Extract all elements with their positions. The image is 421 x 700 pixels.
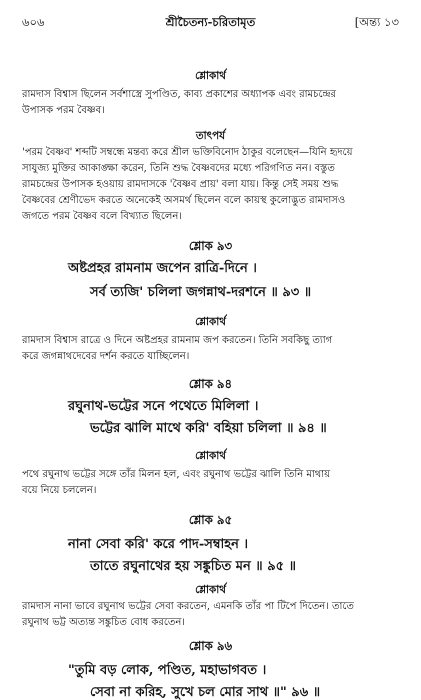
section-heading: শ্লোকার্থ [195,583,226,596]
verse-line: ভট্টের ঝালি মাথে করি' বহিয়া চলিলা ॥ ৯৪ ॥ [90,421,327,436]
verse-line: সেবা না করিহ, সুখে চল মোর সাথ ॥" ৯৬ ॥ [90,685,321,700]
body-text-line: বৈষ্ণবের শ্রেণীভেদ করতে অনেকেই অসমর্থ ছিলেন বলে কায়স্থ কুলোদ্ভুত রামদাসও [22,195,346,206]
body-text-line: রামদাস বিশ্বাস ছিলেন সর্বশাস্ত্রে সুপণ্ডিত, কাব্য প্রকাশের অধ্যাপক এবং রামচন্দ্রের [22,89,337,100]
body-text-line: 'পরম বৈষ্ণব' শব্দটি সম্বন্ধে মন্তব্য করে শ্রীল ভক্তিবিনোদ ঠাকুর বলেছেন—যিনি হৃদয়ে [22,147,353,158]
verse-line: নানা সেবা করি' করে পাদ-সম্বাহন । [68,537,249,552]
running-title: শ্রীচৈতন্য-চরিতামৃত [165,15,256,29]
section-heading: শ্লোকার্থ [195,449,226,462]
verse-number-heading: শ্লোক ৯৩ [188,238,233,253]
verse-line: অষ্টপ্রহর রামনাম জপেন রাত্রি-দিনে । [68,261,257,276]
body-text-line: রামদাস নানা ভাবে রঘুনাথ ভট্টের সেবা করতেন, এমনকি তাঁর পা টিপে দিতেন। তাতে [22,601,354,612]
body-text-line: বয়ে নিয়ে চললেন। [22,485,97,496]
body-text-line: রামদাস বিশ্বাস রাত্রে ও দিনে অষ্টপ্রহর রামনাম জপ করতেন। তিনি সবকিছু ত্যাগ [22,335,333,346]
body-text-line: পথে রঘুনাথ ভট্টের সঙ্গে তাঁর মিলন হল, এবং রঘুনাথ ভট্টের ঝালি তিনি মাথায় [22,469,331,480]
body-text-line: সাযুজ্য মুক্তির আকাঙ্ক্ষা করেন, তিনি শুদ্ধ বৈষ্ণবদের মধ্যে পরিগণিত নন। বস্তুত [22,163,335,174]
verse-number-heading: শ্লোক ৯৬ [188,638,233,653]
section-heading: তাৎপর্য [195,129,226,142]
body-text-line: করে জগন্নাথদেবের দর্শন করতে যাচ্ছিলেন। [22,351,190,362]
body-text-line: রামচন্দ্রের উপাসক হওয়ায় রামদাসকে 'বৈষ্ণব প্রায়' বলা যায়। কিন্তু সেই সময় শুদ্ধ [22,179,339,190]
section-heading: শ্লোকার্থ [195,315,226,328]
verse-number-heading: শ্লোক ৯৪ [188,376,233,391]
verse-line: তাতে রঘুনাথের হয় সঙ্কুচিত মন ॥ ৯৫ ॥ [90,559,296,574]
verse-line: সর্ব ত্যজি' চলিলা জগন্নাথ-দরশনে ॥ ৯৩ ॥ [90,285,312,300]
chapter-reference: [অন্ত্য ১৩ [354,15,399,29]
section-heading: শ্লোকার্থ [195,69,226,82]
verse-line: "তুমি বড় লোক, পণ্ডিত, মহাভাগবত । [68,663,267,678]
body-text-line: রঘুনাথ ভট্ট অত্যন্ত সঙ্কুচিত বোধ করতেন। [22,617,185,628]
page-number: ৬০৬ [22,15,45,29]
body-text-line: উপাসক পরম বৈষ্ণব। [22,105,105,116]
body-text-line: জগতে পরম বৈষ্ণব বলে বিখ্যাত ছিলেন। [22,211,182,222]
verse-line: রঘুনাথ-ভট্টের সনে পথেতে মিলিলা । [68,399,259,414]
verse-number-heading: শ্লোক ৯৫ [188,512,233,527]
